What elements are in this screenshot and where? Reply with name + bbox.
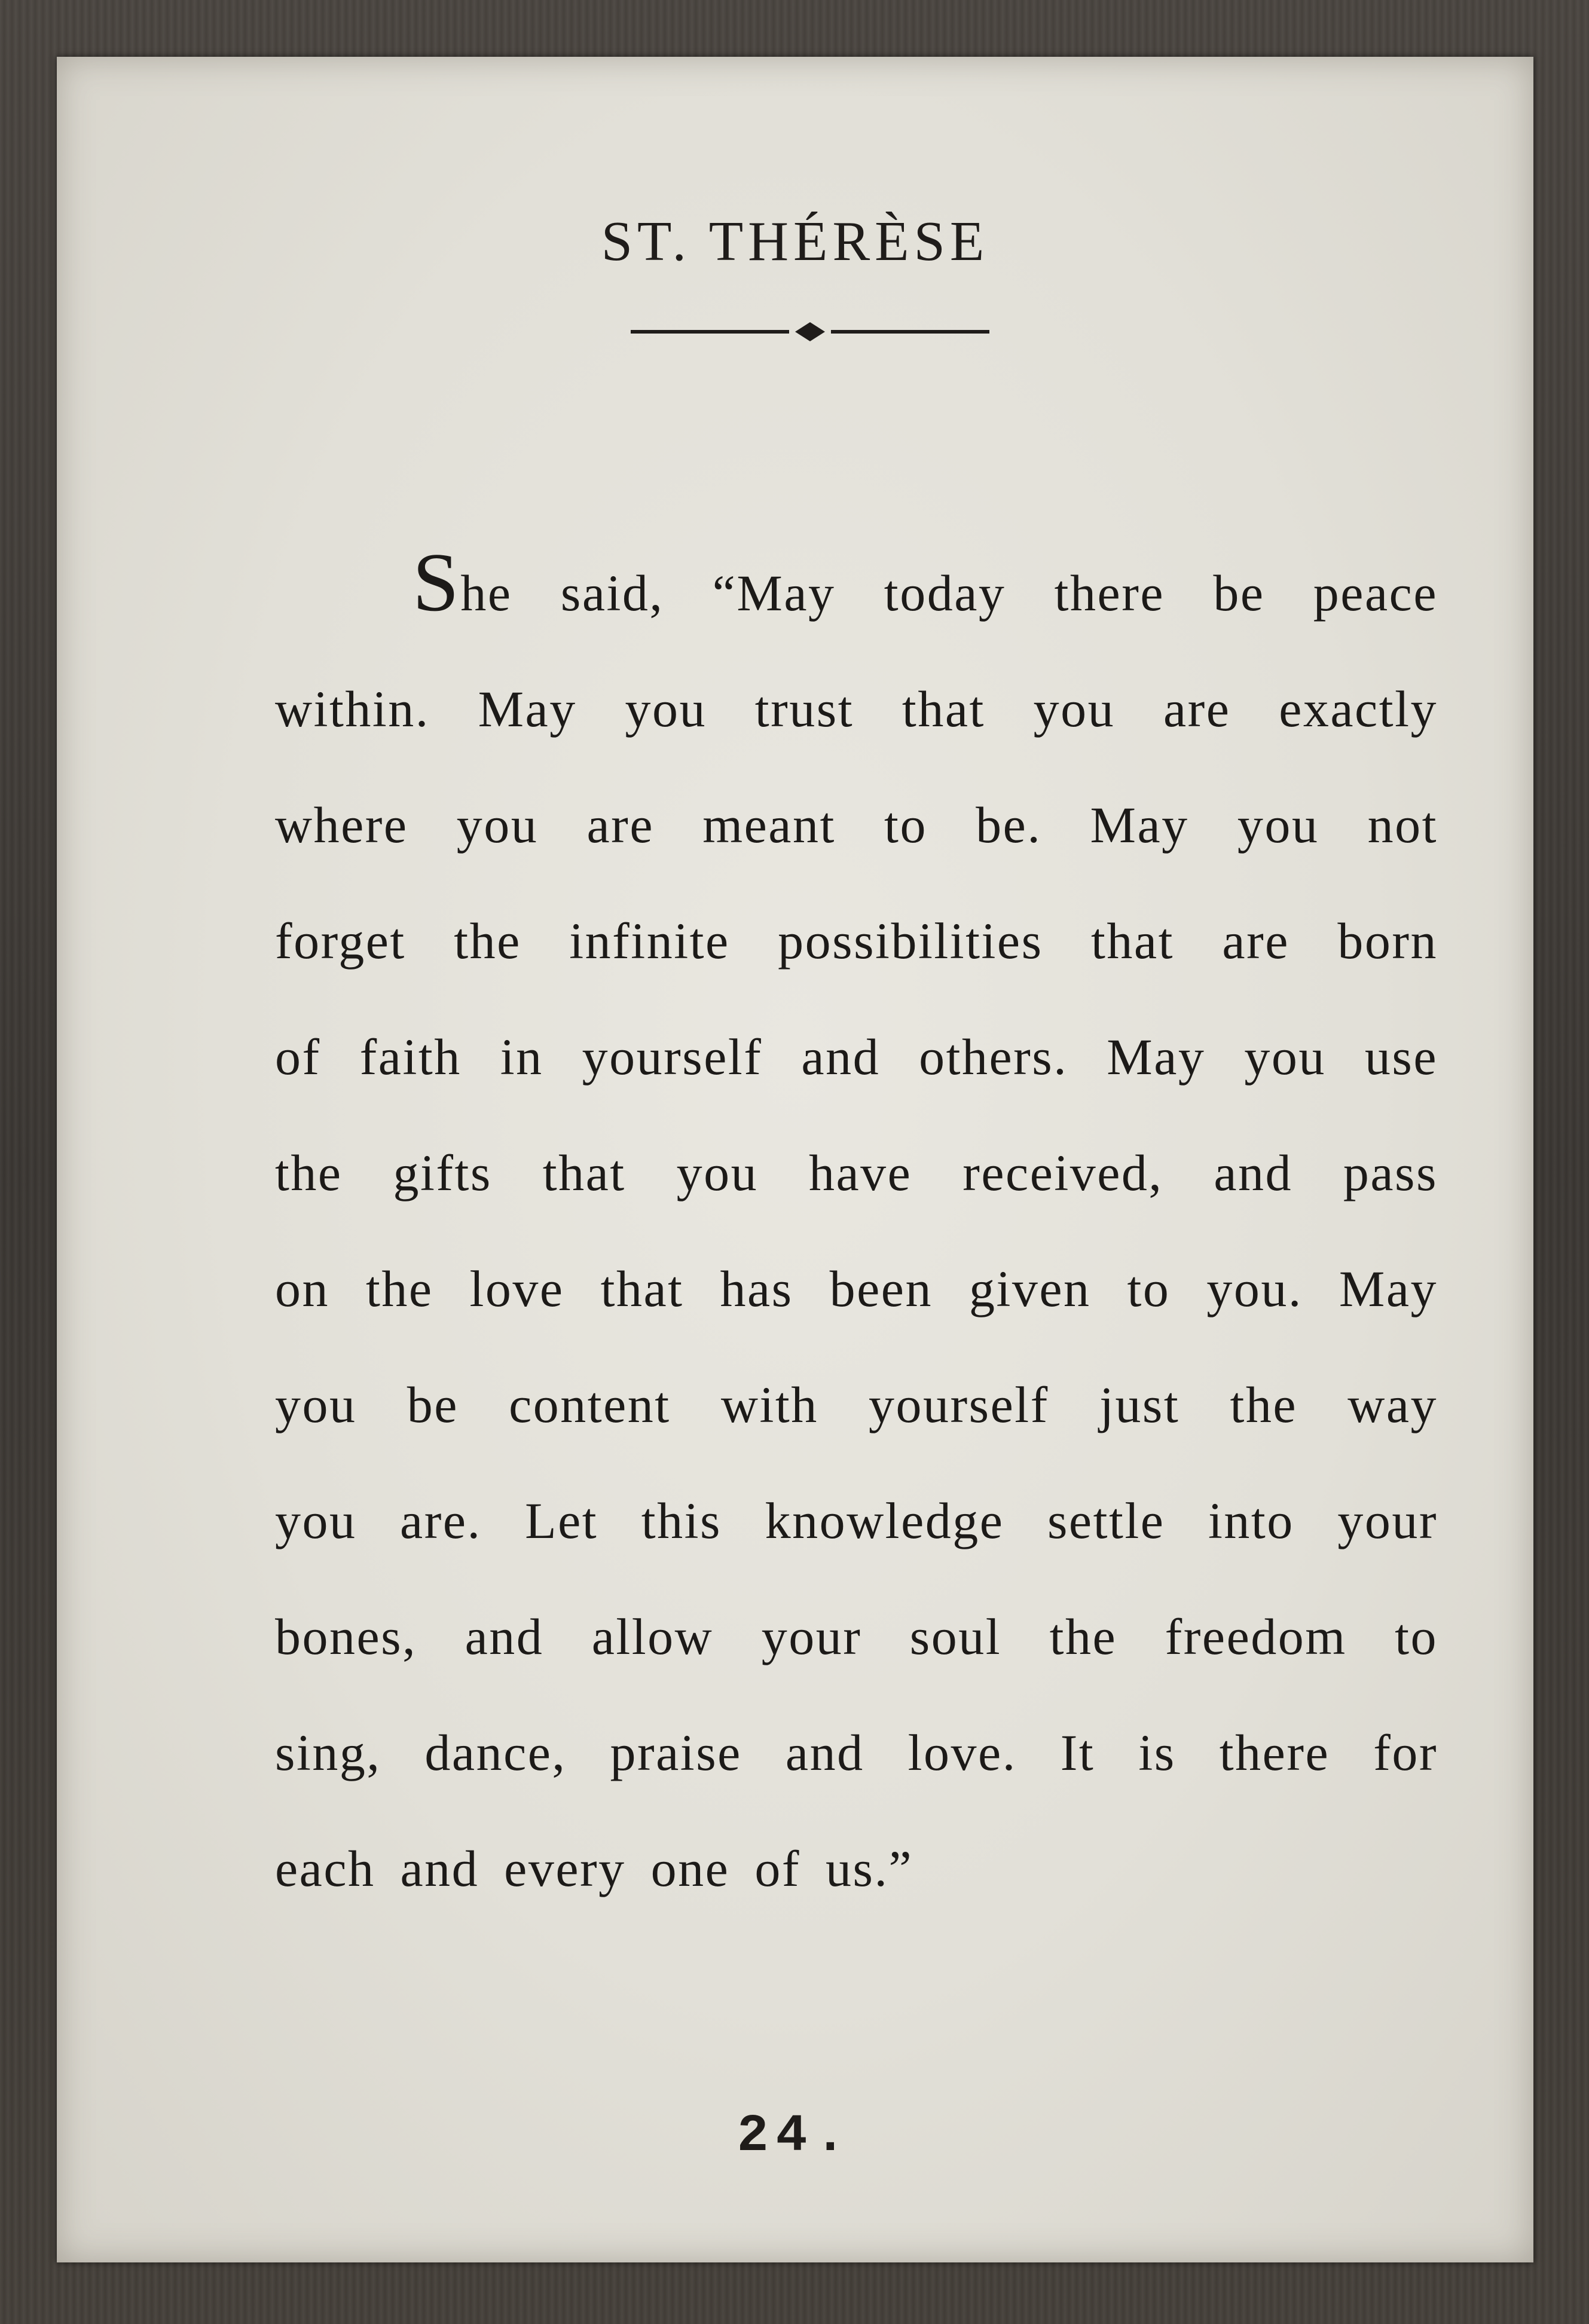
quote-line: the gifts that you have received, and pass: [275, 1144, 1438, 1201]
quote-line: where you are meant to be. May you not: [275, 796, 1438, 854]
drop-cap: S: [412, 536, 461, 629]
quote-line: on the love that has been given to you. May: [275, 1260, 1438, 1317]
page-title: ST. THÉRÈSE: [601, 210, 989, 273]
quote-line: sing, dance, praise and love. It is there for: [275, 1724, 1438, 1781]
quote-line: within. May you trust that you are exactly: [275, 680, 1438, 738]
ornament-divider-icon: [631, 320, 989, 344]
print-board: [57, 57, 1533, 2262]
quote-line: you be content with yourself just the way: [275, 1376, 1438, 1433]
quote-body: [275, 535, 1438, 1927]
quote-line: each and every one of us.”: [275, 1840, 913, 1897]
quote-line: forget the infinite possibilities that are born: [275, 912, 1438, 970]
quote-line: you are. Let this knowledge settle into your: [275, 1492, 1438, 1549]
page-number: 24.: [737, 2107, 854, 2166]
quote-line: of faith in yourself and others. May you use: [275, 1028, 1438, 1085]
quote-line: bones, and allow your soul the freedom to: [275, 1608, 1438, 1665]
quote-line: She said, “May today there be peace: [412, 536, 1438, 629]
